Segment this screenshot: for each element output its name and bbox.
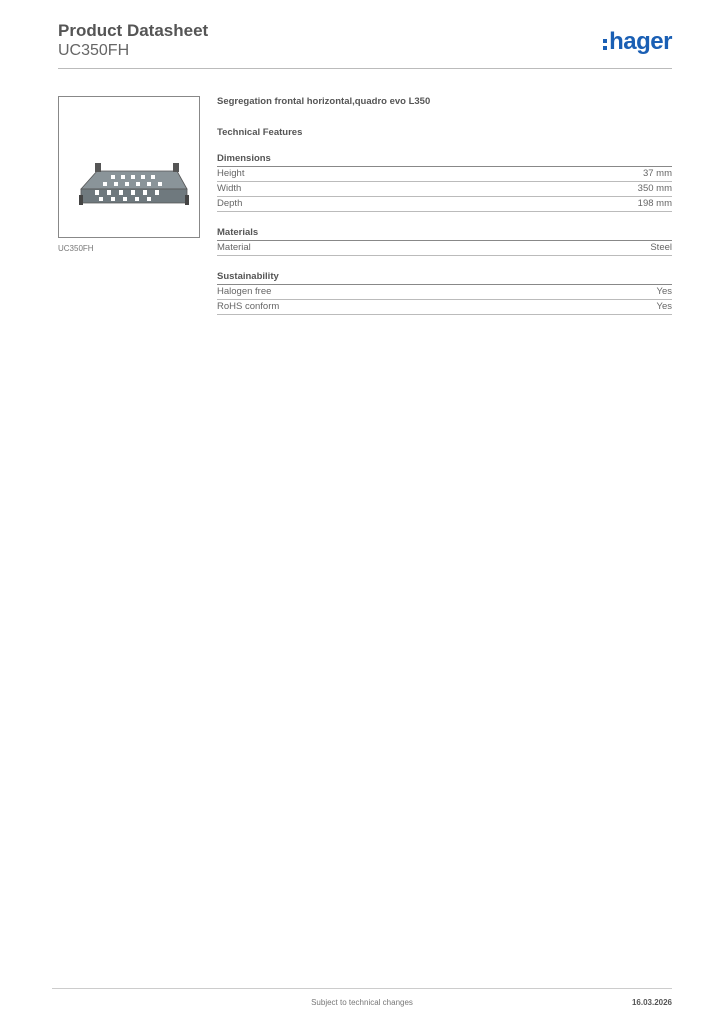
table-row <box>217 285 672 300</box>
logo-colon-icon <box>603 39 607 50</box>
row-value: Steel <box>650 242 672 253</box>
product-image <box>58 96 200 238</box>
table-row <box>217 241 672 256</box>
product-details <box>217 96 672 315</box>
section-title: Dimensions <box>217 153 672 167</box>
section-materials <box>217 227 672 256</box>
tray-illustration-icon <box>59 97 199 237</box>
page-title: Product Datasheet <box>58 21 209 40</box>
product-code: UC350FH <box>58 42 130 59</box>
row-value: Yes <box>656 301 672 312</box>
row-label: Height <box>217 168 245 179</box>
table-row <box>217 197 672 212</box>
row-value: 198 mm <box>637 198 672 209</box>
section-dimensions <box>217 153 672 212</box>
hager-logo <box>603 30 672 54</box>
row-label: Width <box>217 183 242 194</box>
row-value: Yes <box>656 286 672 297</box>
table-row <box>217 300 672 315</box>
row-label: RoHS conform <box>217 301 280 312</box>
page-header <box>58 20 208 60</box>
footer-divider <box>52 988 672 989</box>
section-title: Materials <box>217 227 672 241</box>
row-value: 37 mm <box>642 168 672 179</box>
row-value: 350 mm <box>637 183 672 194</box>
footer-date: 16.03.2026 <box>631 998 672 1007</box>
row-label: Halogen free <box>217 286 272 297</box>
image-caption: UC350FH <box>58 244 94 253</box>
section-title: Sustainability <box>217 271 672 285</box>
row-label: Material <box>217 242 251 253</box>
section-sustainability <box>217 271 672 315</box>
table-row <box>217 182 672 197</box>
row-label: Depth <box>217 198 243 209</box>
header-divider <box>58 68 672 69</box>
table-row <box>217 167 672 182</box>
footer-note: Subject to technical changes <box>311 998 413 1007</box>
technical-features-heading: Technical Features <box>217 127 303 138</box>
product-description: Segregation frontal horizontal,quadro evo L350 <box>217 96 431 107</box>
logo-text: hager <box>609 28 672 55</box>
